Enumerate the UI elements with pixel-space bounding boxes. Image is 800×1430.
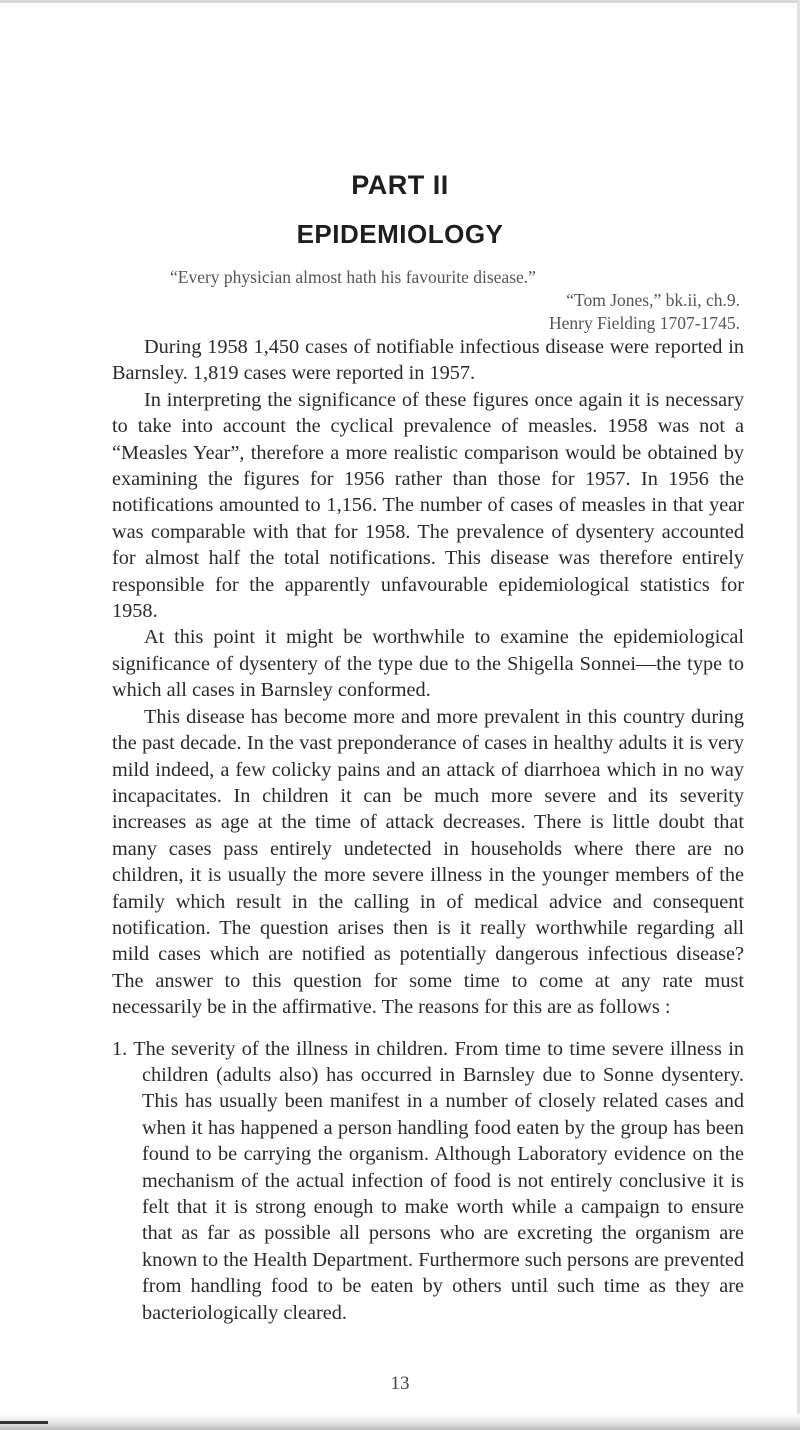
paragraph-4: This disease has become more and more prevalent in this country during the past decade. In the vast preponderance of cases in healthy adults it is very mild indeed, a few colicky pains and an attack of diarrhoea which in no way incapacitates. In children it can be much more severe and its severity increases as age at the time of attack decreases. There is little doubt that many cases pass entirely undetected in households where there are no children, it is usually the more severe illness in the younger members of the family which result in the calling in of medical advice and consequent notification. The question arises then is it really worthwhile regarding all mild cases which are notified as potentially dangerous infectious disease? The answer to this question for some time to come at any rate must necessarily be in the affirmative. The reasons for this are as follows : — [112, 705, 744, 1019]
epigraph-quote: “Every physician almost hath his favourite disease.” — [170, 267, 536, 287]
paragraph-1: During 1958 1,450 cases of notifiable infectious disease were reported in Barnsley. 1,819 cases were reported in 1957. — [112, 336, 744, 385]
epigraph — [170, 266, 740, 335]
epigraph-source-line-2: Henry Fielding 1707-1745. — [548, 313, 740, 333]
list-item-1: 1. The severity of the illness in children. From time to time severe illness in children (adults also) has occurred in Barnsley due to Sonne dysentery. This has usually been manifest in a number of closely related cases and when it has happened a person handling food eaten by the group has been found to be carrying the organism. Although Laboratory evidence on the mechanism of the actual infection of food is not entirely conclusive it is felt that it is strong enough to make worth while a campaign to ensure that as far as possible all persons who are excreting the organism are known to the Health Department. Furthermore such persons are prevented from handling food to be eaten by others until such time as they are bacteriologically cleared. — [112, 1037, 744, 1324]
paragraph-2: In interpreting the significance of these figures once again it is necessary to take into account the cyclical prevalence of measles. 1958 was not a “Measles Year”, therefore a more realistic comparison would be obtained by examining the figures for 1956 rather than those for 1957. In 1956 the notifications amounted to 1,156. The number of cases of measles in that year was comparable with that for 1958. The prevalence of dysentery accounted for almost half the total notifications. This disease was therefore entirely responsible for the apparently unfavourable epidemiological statistics for 1958. — [112, 388, 744, 623]
page-edge-bottom — [0, 1414, 800, 1430]
body-text — [112, 334, 744, 1326]
page-number: 13 — [390, 1373, 410, 1394]
section-title: EPIDEMIOLOGY — [296, 219, 504, 249]
page-edge-mark — [0, 1421, 48, 1424]
part-heading: PART II — [351, 170, 449, 200]
page-edge-top — [0, 0, 800, 3]
paragraph-3: At this point it might be worthwhile to examine the epidemiological significance of dysentery of the type due to the Shigella Sonnei—the type to which all cases in Barnsley conformed. — [112, 626, 744, 702]
epigraph-source-line-1: “Tom Jones,” bk.ii, ch.9. — [566, 290, 740, 310]
